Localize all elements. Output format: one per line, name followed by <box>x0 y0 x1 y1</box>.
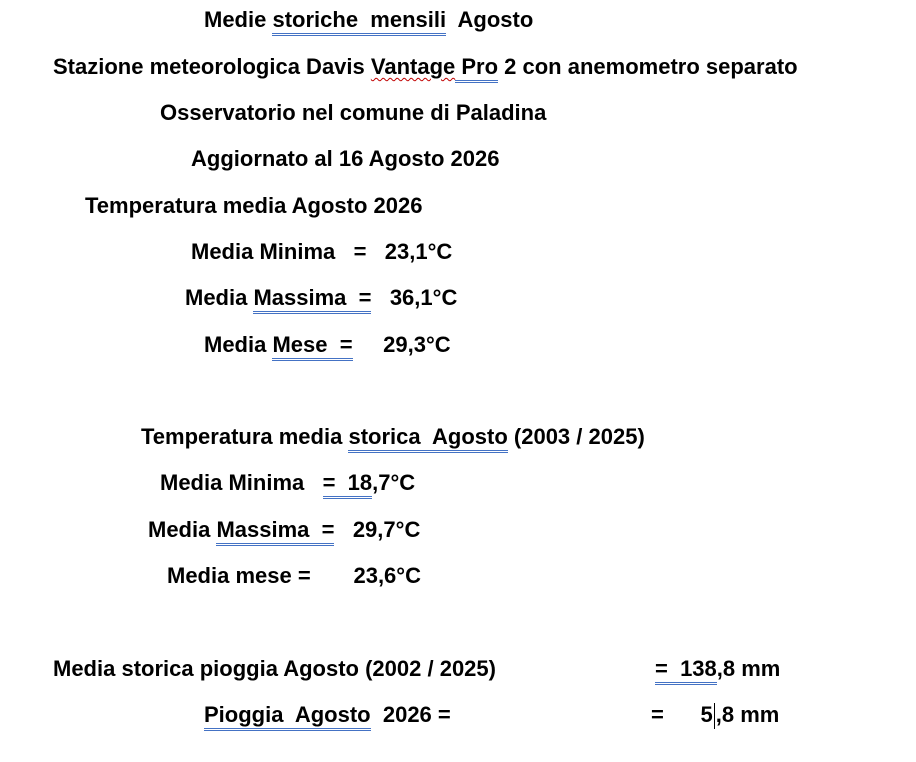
historical-max-value: 29,7°C <box>334 517 421 542</box>
rain-historical-suffix: ,8 mm <box>716 656 781 681</box>
historical-heading <box>141 424 645 450</box>
title-prefix: Medie <box>204 7 273 32</box>
updated-line: Aggiornato al 16 Agosto 2026 <box>191 146 500 171</box>
current-month-prefix: Media <box>204 332 273 357</box>
current-max-prefix: Media <box>185 285 254 310</box>
current-heading: Temperatura media Agosto 2026 <box>85 193 423 218</box>
rain-historical-underlined: = 138 <box>655 656 717 685</box>
station-model-spellcheck: Vantage <box>370 54 456 79</box>
historical-max-prefix: Media <box>148 517 217 542</box>
current-month <box>204 332 451 358</box>
rain-historical-value <box>655 656 780 682</box>
rain-current-underlined: Pioggia Agosto <box>204 702 371 731</box>
rain-current-value <box>651 702 779 729</box>
observatory-line: Osservatorio nel comune di Paladina <box>160 100 547 125</box>
text-cursor <box>714 703 715 729</box>
current-max-value: 36,1°C <box>371 285 458 310</box>
current-max-underlined: Massima = <box>253 285 371 314</box>
rain-current-suffix: 2026 = <box>370 702 451 727</box>
historical-min-suffix: ,7°C <box>372 470 416 495</box>
title-month: Agosto <box>446 7 534 32</box>
historical-heading-underlined: storica Agosto <box>348 424 507 453</box>
title-underlined: storiche mensili <box>272 7 446 36</box>
historical-min <box>160 470 415 496</box>
historical-month: Media mese = 23,6°C <box>167 563 421 588</box>
page-title <box>204 7 533 33</box>
historical-heading-years: (2003 / 2025) <box>507 424 645 449</box>
station-prefix: Stazione meteorologica Davis <box>53 54 371 79</box>
historical-min-prefix: Media Minima <box>160 470 323 495</box>
station-line <box>53 54 798 80</box>
current-max <box>185 285 457 311</box>
historical-heading-prefix: Temperatura media <box>141 424 349 449</box>
current-month-underlined: Mese = <box>272 332 352 361</box>
rain-current-decimal: ,8 mm <box>715 702 780 727</box>
station-model-underlined: Pro <box>455 54 498 83</box>
station-suffix: 2 con anemometro separato <box>498 54 798 79</box>
historical-max <box>148 517 420 543</box>
historical-min-underlined: = 18 <box>323 470 373 499</box>
rain-current-eq: = 5 <box>651 702 713 727</box>
historical-max-underlined: Massima = <box>216 517 334 546</box>
current-month-value: 29,3°C <box>352 332 451 357</box>
rain-current-label <box>204 702 451 728</box>
rain-historical-label: Media storica pioggia Agosto (2002 / 2025) <box>53 656 496 681</box>
current-min: Media Minima = 23,1°C <box>191 239 453 264</box>
